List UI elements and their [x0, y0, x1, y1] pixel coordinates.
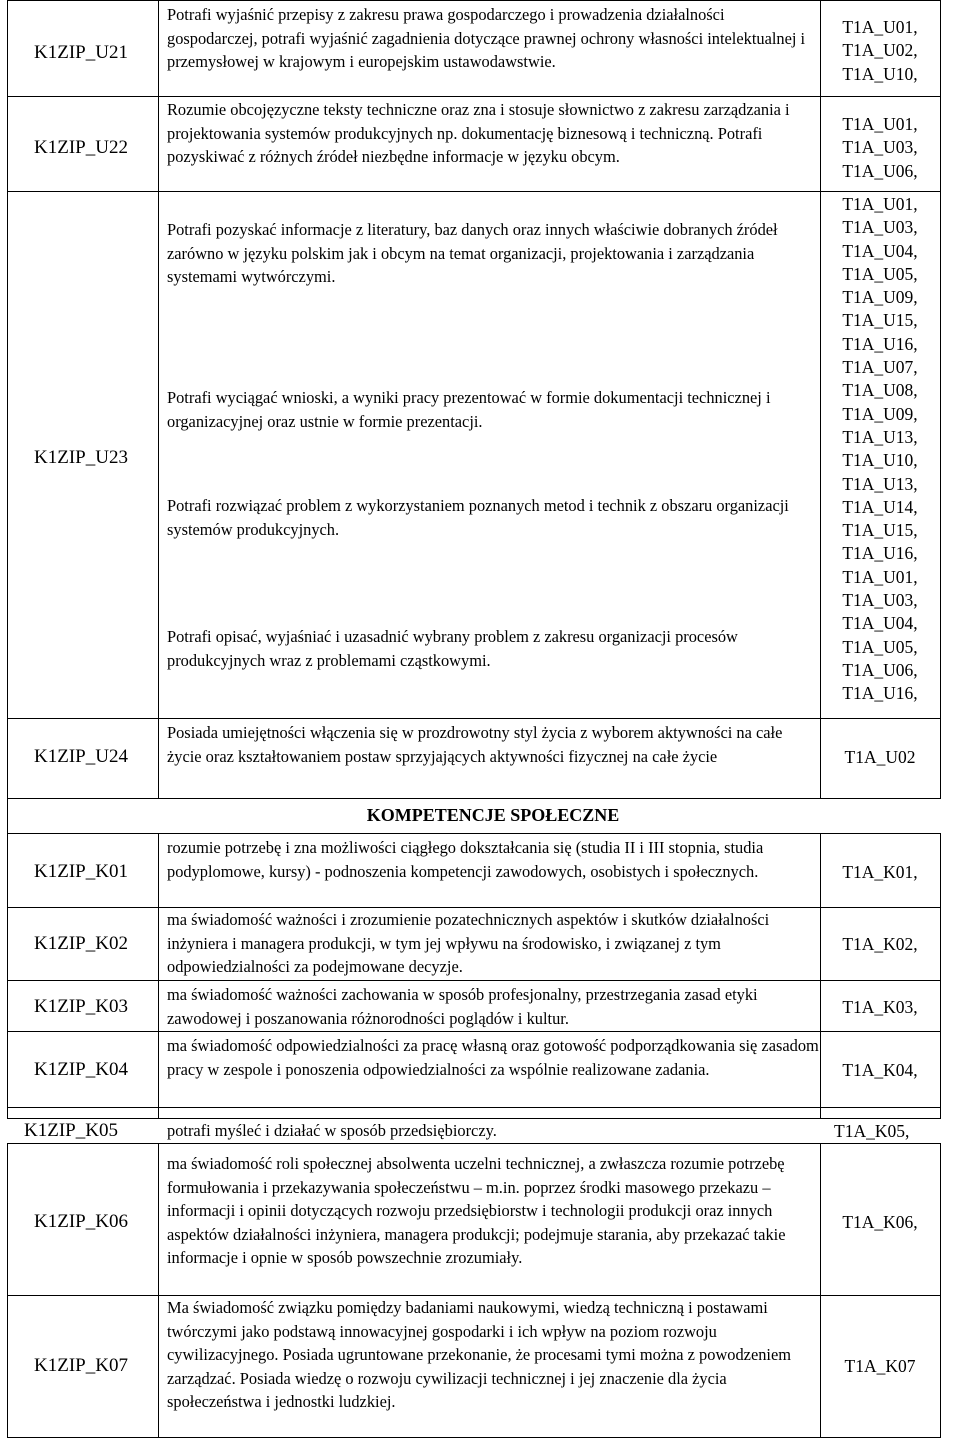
- outcome-text-k01: rozumie potrzebę i zna możliwości ciągłego dokształcania się (studia II i III stopnia, studia podyplomowe, kursy) - podnoszenia kompetencji zawodowych, osobistych i społecznych.: [167, 838, 764, 881]
- ref-item: T1A_U01,: [842, 17, 918, 37]
- row-line: [7, 833, 941, 834]
- ref-item: T1A_U15,: [842, 520, 918, 541]
- outcome-text-k02: ma świadomość ważności i zrozumienie pozatechnicznych aspektów i skutków działalności inżyniera i managera produkcji, w tym jej wpływu na środowisko, i związanej z tym odpowiedzialności za podejmowane decyzje.: [167, 910, 770, 976]
- row-line: [7, 1107, 941, 1108]
- outcome-ref-k06: T1A_K06,: [842, 1212, 918, 1232]
- ref-item: T1A_U05,: [842, 263, 918, 284]
- outcome-text-u24: Posiada umiejętności włączenia się w prozdrowotny styl życia z wyborem aktywności na całe życie oraz kształtowaniem postaw sprzyjających aktywności fizycznej na całe życie: [167, 723, 783, 766]
- row-line: [7, 980, 941, 981]
- ref-item: T1A_U13,: [842, 473, 918, 494]
- row-line: [7, 1143, 941, 1144]
- ref-item: T1A_U10,: [842, 450, 918, 471]
- outcome-code-k02: K1ZIP_K02: [34, 933, 128, 954]
- outcome-code-k07: K1ZIP_K07: [34, 1355, 128, 1376]
- ref-item: T1A_U01,: [842, 194, 918, 214]
- ref-item: T1A_U07,: [842, 357, 918, 378]
- outcome-ref-k01: T1A_K01,: [842, 862, 918, 882]
- row-line: [7, 0, 941, 1]
- ref-item: T1A_U01,: [842, 566, 918, 587]
- outcome-text-k07: Ma świadomość związku pomiędzy badaniami naukowymi, wiedzą techniczną i postawami twórczymi jako podstawą innowacyjnej gospodarki i ich wpływ na poziom rozwoju cywilizacyjnego. Posiada ugruntowane przekonanie, że procesami tymi można z powodzeniem zarządzać. Posiada wiedzę o rozwoju cywilizacji technicznej i jej znaczenie dla życia społeczeństwa i jednostki ludzkiej.: [167, 1298, 791, 1411]
- right-border-b: [940, 833, 941, 1118]
- ref-item: T1A_U01,: [842, 114, 918, 134]
- outcome-refs-u23: [822, 193, 938, 706]
- outcome-ref-k05: T1A_K05,: [834, 1121, 910, 1141]
- row-line: [7, 718, 941, 719]
- outcome-code-k03: K1ZIP_K03: [34, 996, 128, 1017]
- outcome-text-u23-c: Potrafi rozwiązać problem z wykorzystaniem poznanych metod i technik z obszaru organizacji systemów produkcyjnych.: [167, 496, 789, 539]
- outcome-refs-u21: [822, 16, 938, 86]
- ref-item: T1A_U10,: [842, 63, 918, 84]
- outcome-text-k05: potrafi myśleć i działać w sposób przedsiębiorczy.: [167, 1121, 497, 1140]
- outcome-text-u22: Rozumie obcojęzyczne teksty techniczne oraz zna i stosuje słownictwo z zakresu zarządzania i projektowania systemów produkcyjnych np. dokumentację biznesową i techniczną. Potrafi pozyskiwać z różnych źródeł niezbędne informacje w języku obcym.: [167, 100, 790, 166]
- col-divider-1c: [158, 1143, 159, 1438]
- left-border-lower: [7, 1143, 8, 1438]
- row-line: [7, 798, 941, 799]
- col-divider-2c: [820, 1143, 821, 1438]
- ref-item: T1A_U15,: [842, 310, 918, 331]
- ref-item: T1A_U16,: [842, 333, 918, 354]
- outcome-text-k04: ma świadomość odpowiedzialności za pracę własną oraz gotowość podporządkowania się zasadom pracy w zespole i ponoszenia odpowiedzialności za wspólnie realizowane zadania.: [167, 1036, 819, 1079]
- right-border-c: [940, 1143, 941, 1438]
- ref-item: T1A_U14,: [842, 496, 918, 517]
- ref-item: T1A_U08,: [842, 380, 918, 401]
- ref-item: T1A_U03,: [842, 590, 918, 611]
- outcome-text-u23-d: Potrafi opisać, wyjaśniać i uzasadnić wybrany problem z zakresu organizacji procesów produkcyjnych wraz z problemami cząstkowymi.: [167, 627, 738, 670]
- outcome-code-k04: K1ZIP_K04: [34, 1059, 128, 1080]
- outcome-text-u23-a: Potrafi pozyskać informacje z literatury, baz danych oraz innych właściwie dobranych źródeł zarówno w języku polskim jak i obcym na temat organizacji, projektowania i zarządzania systemami wytwórczymi.: [167, 220, 778, 286]
- outcome-text-k06: ma świadomość roli społecznej absolwenta uczelni technicznej, a zwłaszcza rozumie potrzebę formułowania i przekazywania społeczeństwu – m.in. poprzez środki masowego przekazu – informacji i opinii dotyczących rozwoju przedsiębiorstw i technologii produkcji oraz innych aspektów działalności inżyniera, managera produkcji; podejmuje starania, aby przekazać takie informacje i opnie w sposób powszechnie zrozumiały.: [167, 1154, 786, 1267]
- outcome-ref-k02: T1A_K02,: [842, 934, 918, 954]
- ref-item: T1A_U05,: [842, 636, 918, 657]
- outcome-code-k06: K1ZIP_K06: [34, 1211, 128, 1232]
- outcome-refs-u22: [822, 113, 938, 183]
- outcome-code-u23: K1ZIP_U23: [34, 447, 128, 468]
- col-divider-1: [158, 0, 159, 798]
- outcome-code-k01: K1ZIP_K01: [34, 861, 128, 882]
- ref-item: T1A_U02,: [842, 40, 918, 61]
- ref-item: T1A_U16,: [842, 543, 918, 564]
- ref-item: T1A_U09,: [842, 403, 918, 424]
- ref-item: T1A_U16,: [842, 683, 918, 704]
- row-line: [7, 191, 941, 192]
- row-line: [7, 1031, 941, 1032]
- outcome-ref-u24: T1A_U02: [844, 747, 916, 767]
- outcome-text-u23-b: Potrafi wyciągać wnioski, a wyniki pracy prezentować w formie dokumentacji technicznej i organizacyjnej oraz ustnie w formie prezentacji.: [167, 388, 771, 431]
- outcome-text-u21: Potrafi wyjaśnić przepisy z zakresu prawa gospodarczego i prowadzenia działalności gospodarczej, potrafi wyjaśnić zagadnienia dotyczące prawnej ochrony własności intelektualnej i przemysłowej w krajowym i europejskim ustawodawstwie.: [167, 5, 806, 71]
- outcome-ref-k04: T1A_K04,: [842, 1060, 918, 1080]
- ref-item: T1A_U04,: [842, 613, 918, 634]
- ref-item: T1A_U03,: [842, 137, 918, 158]
- row-line: [7, 96, 941, 97]
- ref-item: T1A_U09,: [842, 287, 918, 308]
- ref-item: T1A_U03,: [842, 217, 918, 238]
- section-title-social-competences: KOMPETENCJE SPOŁECZNE: [366, 805, 620, 825]
- outcome-code-u22: K1ZIP_U22: [34, 137, 128, 158]
- ref-item: T1A_U06,: [842, 659, 918, 680]
- outcome-code-u21: K1ZIP_U21: [34, 42, 128, 63]
- ref-item: T1A_U06,: [842, 160, 918, 181]
- right-border: [940, 0, 941, 798]
- col-divider-2b: [820, 833, 821, 1118]
- outcome-text-k03: ma świadomość ważności zachowania w sposób profesjonalny, przestrzegania zasad etyki zawodowej i poszanowania różnorodności poglądów i kultur.: [167, 985, 758, 1028]
- ref-item: T1A_U04,: [842, 240, 918, 261]
- outcome-ref-k03: T1A_K03,: [842, 997, 918, 1017]
- outcome-code-k05: K1ZIP_K05: [24, 1120, 118, 1141]
- ref-item: T1A_U13,: [842, 426, 918, 447]
- outcome-ref-k07: T1A_K07: [844, 1356, 916, 1376]
- outcome-code-u24: K1ZIP_U24: [34, 746, 128, 767]
- col-divider-2: [820, 0, 821, 798]
